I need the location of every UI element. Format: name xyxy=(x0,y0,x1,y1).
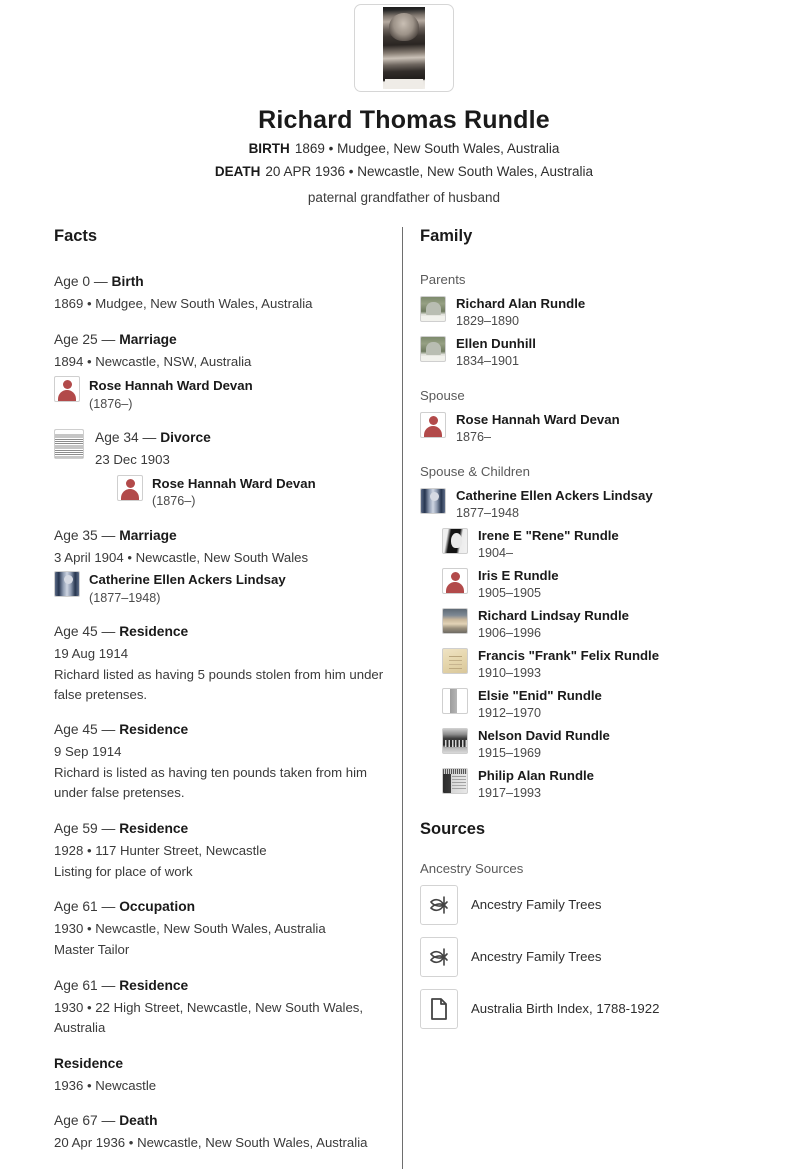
fact-detail: 1936 • Newcastle xyxy=(54,1077,157,1093)
family-member-text xyxy=(478,608,629,641)
ancestry-sources-label: Ancestry Sources xyxy=(420,860,524,876)
group-photo-icon xyxy=(442,728,468,754)
source-row[interactable] xyxy=(420,885,794,925)
family-member-name: Richard Lindsay Rundle xyxy=(478,608,629,624)
portrait-photo-icon xyxy=(383,7,425,89)
fact-age: Age 45 — xyxy=(54,623,120,639)
family-member-row[interactable] xyxy=(420,336,794,369)
family-member-text xyxy=(456,412,620,445)
family-member-name: Elsie "Enid" Rundle xyxy=(478,688,602,704)
source-row[interactable] xyxy=(420,989,794,1029)
source-label: Ancestry Family Trees xyxy=(471,897,602,913)
fact-detail: 1930 • 22 High Street, Newcastle, New South Wales, Australia xyxy=(54,999,364,1035)
family-member-dates: 1829–1890 xyxy=(456,314,520,329)
family-member-dates: 1910–1993 xyxy=(478,665,542,680)
related-person-dates: (1876–) xyxy=(152,494,196,509)
fact-detail: 23 Dec 1903 xyxy=(95,452,170,468)
fact-event: Residence xyxy=(119,977,189,993)
spouse-children-label: Spouse & Children xyxy=(420,464,530,480)
family-member-row[interactable] xyxy=(442,728,794,761)
person-portrait-thumbnail[interactable] xyxy=(354,4,454,92)
fact-header xyxy=(54,819,390,839)
fact-event: Residence xyxy=(54,1055,124,1071)
ancestry-leaf-icon xyxy=(420,885,458,925)
family-member-text xyxy=(478,528,619,561)
family-member-name: Rose Hannah Ward Devan xyxy=(456,412,620,428)
fact-item[interactable] xyxy=(54,1111,390,1153)
family-member-dates: 1906–1996 xyxy=(478,626,542,640)
fact-header xyxy=(54,526,390,546)
family-member-text xyxy=(456,488,653,521)
banded-photo-icon xyxy=(442,688,468,714)
related-person-name: Rose Hannah Ward Devan xyxy=(89,378,253,394)
fact-age: Age 67 — xyxy=(54,1113,120,1129)
birth-value: 1869 • Mudgee, New South Wales, Australia xyxy=(294,141,560,156)
family-member-name: Richard Alan Rundle xyxy=(456,296,586,312)
fact-item[interactable] xyxy=(54,897,390,960)
related-person-text xyxy=(89,571,286,606)
fact-item[interactable] xyxy=(54,622,390,704)
family-member-name: Philip Alan Rundle xyxy=(478,767,595,783)
family-member-text xyxy=(478,568,559,601)
birth-line xyxy=(0,140,808,158)
newspaper-clipping-icon[interactable] xyxy=(54,429,84,459)
fact-event: Occupation xyxy=(119,899,196,915)
facts-section-title: Facts xyxy=(54,227,98,246)
family-member-row[interactable] xyxy=(442,528,794,561)
fact-age: Age 0 — xyxy=(54,274,112,290)
family-member-name: Iris E Rundle xyxy=(478,568,559,584)
silhouette-avatar-icon xyxy=(420,412,446,438)
silhouette-avatar-icon xyxy=(442,568,468,594)
family-member-name: Francis "Frank" Felix Rundle xyxy=(478,648,660,664)
related-person[interactable] xyxy=(117,475,316,510)
fact-event: Marriage xyxy=(119,527,177,543)
fact-detail: 1869 • Mudgee, New South Wales, Australia xyxy=(54,296,313,312)
fact-item[interactable] xyxy=(54,819,390,882)
grave-photo-icon xyxy=(420,296,446,322)
facts-column xyxy=(0,227,402,1169)
sources-section-title: Sources xyxy=(420,819,486,838)
family-member-dates: 1912–1970 xyxy=(478,705,542,720)
fact-header xyxy=(54,720,390,740)
family-section-title: Family xyxy=(420,227,473,246)
silhouette-avatar-icon xyxy=(117,475,143,501)
document-icon xyxy=(420,989,458,1029)
birth-label: BIRTH xyxy=(248,141,290,156)
fact-header xyxy=(54,1054,390,1074)
family-member-row[interactable] xyxy=(420,296,794,329)
death-line xyxy=(0,163,808,181)
family-member-dates: 1905–1905 xyxy=(478,586,542,601)
sepia-document-icon xyxy=(442,648,468,674)
grave-photo-icon xyxy=(420,336,446,362)
family-column xyxy=(403,227,808,1169)
fact-detail: 19 Aug 1914 xyxy=(54,645,129,661)
family-member-row[interactable] xyxy=(442,688,794,721)
related-person-text xyxy=(152,475,316,510)
fact-header xyxy=(54,976,390,996)
fact-header xyxy=(54,1111,390,1131)
parents-label: Parents xyxy=(420,272,466,288)
fact-item[interactable] xyxy=(54,330,390,412)
page-title: Richard Thomas Rundle xyxy=(258,106,550,134)
family-member-text xyxy=(456,336,536,369)
related-person-text xyxy=(89,376,253,412)
silhouette-avatar-icon xyxy=(54,376,80,402)
death-value: 20 APR 1936 • Newcastle, New South Wales, Australia xyxy=(265,164,594,180)
fact-detail: 1930 • Newcastle, New South Wales, Australia xyxy=(54,921,326,937)
fact-age: Age 35 — xyxy=(54,527,120,543)
fact-detail: 20 Apr 1936 • Newcastle, New South Wales, Australia xyxy=(54,1135,368,1151)
fact-item[interactable] xyxy=(54,428,390,509)
fact-event: Residence xyxy=(119,820,189,836)
fact-detail: 9 Sep 1914 xyxy=(54,744,122,760)
family-member-text xyxy=(478,688,602,721)
ancestry-leaf-icon xyxy=(420,937,458,977)
fact-detail: 1928 • 117 Hunter Street, Newcastle xyxy=(54,842,267,858)
fact-event: Death xyxy=(119,1113,158,1129)
fact-event: Divorce xyxy=(160,430,211,446)
family-member-name: Irene E "Rene" Rundle xyxy=(478,528,619,544)
family-member-dates: 1915–1969 xyxy=(478,745,542,760)
family-member-text xyxy=(478,768,594,801)
fact-age: Age 61 — xyxy=(54,899,120,915)
family-member-name: Catherine Ellen Ackers Lindsay xyxy=(456,488,653,504)
family-member-dates: 1876– xyxy=(456,430,492,445)
related-person-dates: (1877–1948) xyxy=(89,590,161,605)
fact-note: Listing for place of work xyxy=(54,863,193,879)
fact-age: Age 25 — xyxy=(54,332,120,348)
family-member-dates: 1834–1901 xyxy=(456,354,520,369)
family-member-dates: 1904– xyxy=(478,546,514,561)
fact-age: Age 34 — xyxy=(95,430,161,446)
fact-event: Residence xyxy=(119,623,189,639)
fact-body xyxy=(95,428,316,509)
fact-event: Residence xyxy=(119,722,189,738)
source-label: Australia Birth Index, 1788-1922 xyxy=(471,1001,660,1017)
blue-portrait-icon xyxy=(54,571,80,597)
content-columns xyxy=(0,227,808,1169)
source-row[interactable] xyxy=(420,937,794,977)
fact-age: Age 59 — xyxy=(54,820,120,836)
family-member-dates: 1877–1948 xyxy=(456,506,520,521)
fact-item[interactable] xyxy=(54,720,390,802)
relationship-text: paternal grandfather of husband xyxy=(307,190,501,206)
family-member-text xyxy=(478,728,610,761)
family-member-dates: 1917–1993 xyxy=(478,785,542,800)
blue-portrait-icon xyxy=(420,488,446,514)
family-member-text xyxy=(478,648,659,681)
related-person-dates: (1876–) xyxy=(89,397,133,412)
related-person-name: Rose Hannah Ward Devan xyxy=(152,475,316,491)
fact-note: Richard is listed as having ten pounds taken from him under false pretenses. xyxy=(54,765,367,800)
landscape-photo-icon xyxy=(442,608,468,634)
family-member-row[interactable] xyxy=(442,568,794,601)
dark-portrait-icon xyxy=(442,528,468,554)
fact-detail: 3 April 1904 • Newcastle, New South Wales xyxy=(54,549,309,565)
fact-event: Marriage xyxy=(119,332,177,348)
related-person[interactable] xyxy=(54,376,390,412)
family-member-name: Nelson David Rundle xyxy=(478,728,610,744)
fact-detail: 1894 • Newcastle, NSW, Australia xyxy=(54,354,252,370)
family-member-name: Ellen Dunhill xyxy=(456,336,536,352)
death-label: DEATH xyxy=(214,164,261,180)
fact-item[interactable] xyxy=(54,526,390,606)
newspaper-page-icon xyxy=(442,768,468,794)
fact-event: Birth xyxy=(111,274,144,290)
fact-item[interactable] xyxy=(54,272,390,314)
fact-header xyxy=(54,897,390,917)
fact-item[interactable] xyxy=(54,1054,390,1096)
related-person-name: Catherine Ellen Ackers Lindsay xyxy=(89,572,286,588)
person-header xyxy=(0,0,808,205)
fact-header xyxy=(54,272,390,292)
family-member-row[interactable] xyxy=(442,768,794,801)
spouse-label: Spouse xyxy=(420,388,465,404)
fact-item[interactable] xyxy=(54,976,390,1038)
family-member-row[interactable] xyxy=(442,608,794,641)
family-member-text xyxy=(456,296,585,329)
fact-header xyxy=(54,622,390,642)
source-label: Ancestry Family Trees xyxy=(471,949,602,965)
fact-note: Master Tailor xyxy=(54,942,130,958)
related-person[interactable] xyxy=(54,571,390,606)
fact-age: Age 45 — xyxy=(54,722,120,738)
family-member-row[interactable] xyxy=(442,648,794,681)
family-member-row[interactable] xyxy=(420,412,794,445)
fact-note: Richard listed as having 5 pounds stolen from him under false pretenses. xyxy=(54,666,384,702)
fact-age: Age 61 — xyxy=(54,977,120,993)
fact-header xyxy=(54,330,390,350)
fact-header xyxy=(95,428,316,448)
family-member-row[interactable] xyxy=(420,488,794,521)
